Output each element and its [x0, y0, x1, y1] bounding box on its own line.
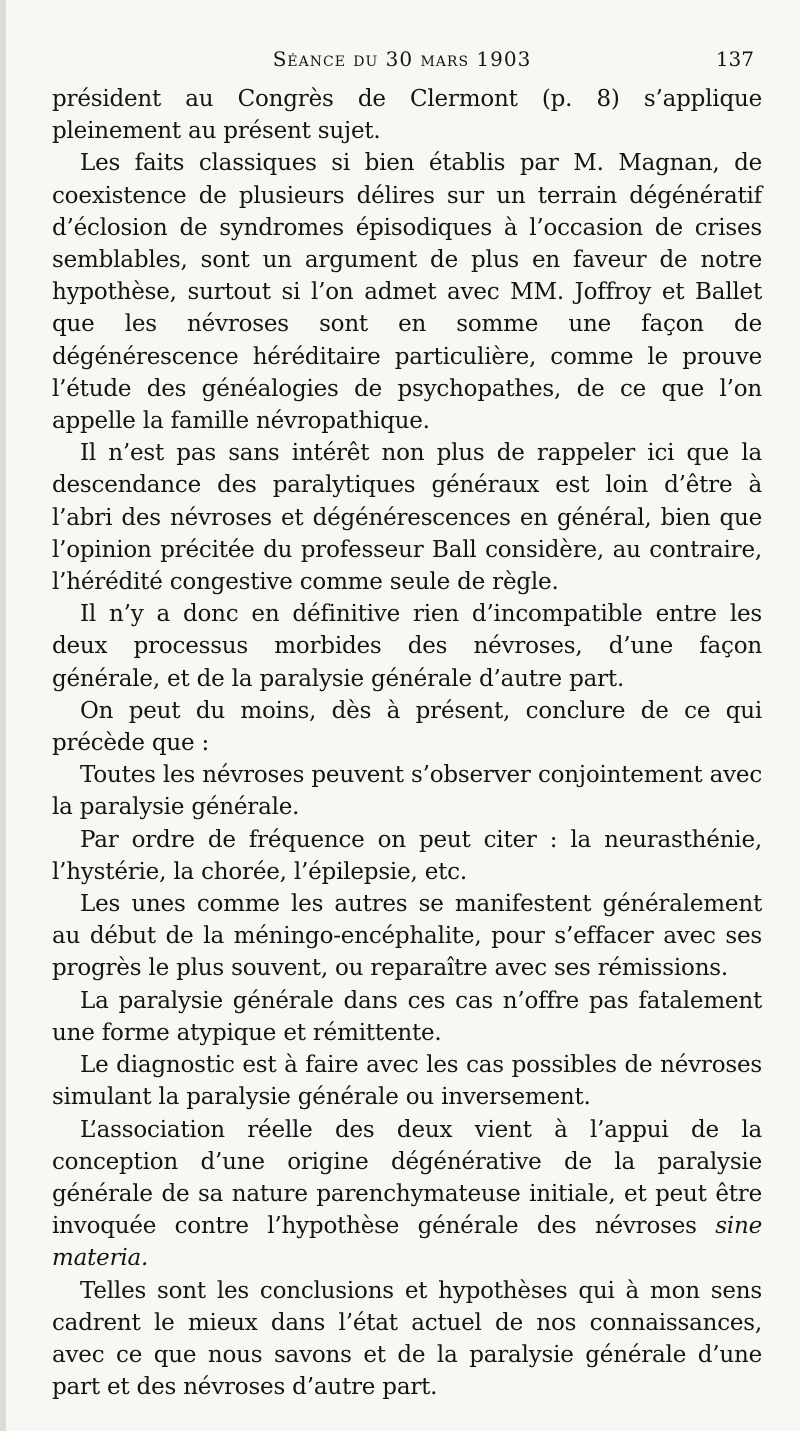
paragraph-2: Les faits classiques si bien établis par M. Magnan, de coexistence de plusieurs délires sur un terrain dégénératif d’éclosion de syndromes épisodiques à l’occasion de crises semblables, sont un argument de plus en faveur de notre hypothèse, surtout si l’on admet avec MM. Joffroy et Ballet que les névroses sont en somme une façon de dégénérescence héréditaire particulière, comme le prouve l’étude des généalogies de psychopathes, de ce que l’on appelle la famille névropathique. — [52, 150, 762, 435]
paragraph-11-text: L’association réelle des deux vient à l’appui de la conception d’une origine dégénérative de la paralysie générale de sa nature parenchymateuse initiale, et peut être invoquée contre l’hypothèse générale des névroses — [52, 1116, 762, 1240]
paragraph-6: Toutes les névroses peuvent s’observer conjointement avec la paralysie générale. — [52, 762, 762, 821]
page-number: 137 — [715, 47, 754, 71]
paragraph-8: Les unes comme les autres se manifestent généralement au début de la méningo-encéphalite, pour s’effacer avec ses progrès le plus souvent, ou reparaître avec ses rémissions. — [52, 891, 762, 982]
paragraph-4: Il n’y a donc en définitive rien d’incompatible entre les deux processus morbides des névroses, d’une façon générale, et de la paralysie générale d’autre part. — [52, 601, 762, 692]
latin-phrase: sine materia. — [52, 1213, 762, 1272]
paragraph-12: Telles sont les conclusions et hypothèses qui à mon sens cadrent le mieux dans l’état actuel de nos connaissances, avec ce que nous savons et de la paralysie générale d’une part et des névroses d’autre part. — [52, 1277, 762, 1401]
paragraph-10: Le diagnostic est à faire avec les cas possibles de névroses simulant la paralysie générale ou inversement. — [52, 1052, 762, 1111]
paragraph-9: La paralysie générale dans ces cas n’offre pas fatalement une forme atypique et rémittente. — [52, 987, 762, 1046]
paragraph-7: Par ordre de fréquence on peut citer : la neurasthénie, l’hystérie, la chorée, l’épilepsie, etc. — [52, 826, 762, 885]
paragraph-5: On peut du moins, dès à présent, conclure de ce qui précède que : — [52, 697, 762, 757]
paragraph-3: Il n’est pas sans intérêt non plus de rappeler ici que la descendance des paralytiques généraux est loin d’être à l’abri des névroses et dégénérescences en général, bien que l’opinion précitée du professeur Ball considère, au contraire, l’hérédité congestive comme seule de règle. — [52, 440, 762, 596]
running-title: Séance du 30 mars 1903 — [272, 47, 532, 71]
paragraph-11 — [52, 1114, 762, 1275]
main-text — [52, 83, 762, 1403]
paragraph-1: président au Congrès de Clermont (p. 8) s’applique pleinement au présent sujet. — [52, 86, 762, 145]
page-header — [50, 42, 754, 76]
